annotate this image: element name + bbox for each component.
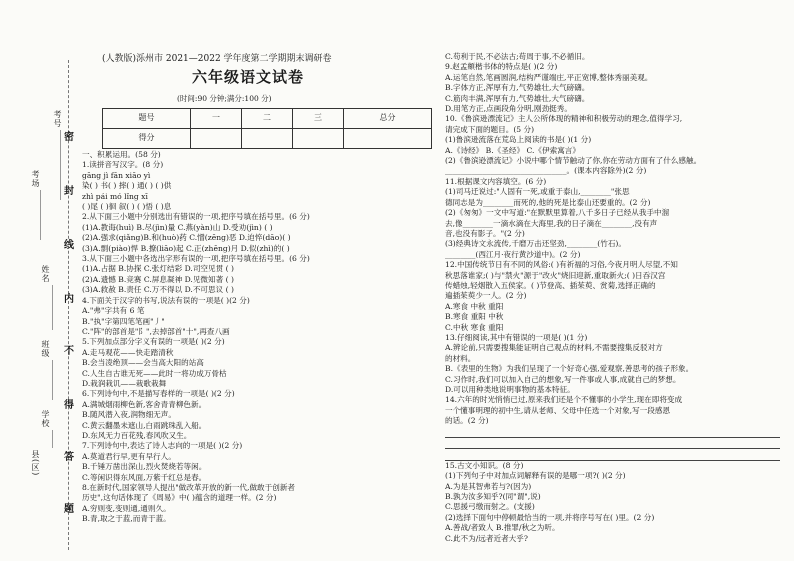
- text-line: 1.读拼音写汉字。(8 分): [82, 160, 164, 170]
- text-line: 一、积累运用。(58 分): [82, 150, 161, 159]
- score-cell: 题号: [103, 109, 191, 129]
- score-table: [102, 108, 432, 149]
- text-line: B.孰为汝多知乎?(同"谓",说): [445, 492, 541, 502]
- text-line: A.《诗经》 B.《圣经》 C.《伊索寓言》: [445, 145, 580, 155]
- text-line: 染( ) 书( ) 摔( ) 通( ) ( )供: [82, 181, 172, 191]
- text-line: D.东风无力百花残,春风吹又生。: [82, 430, 192, 440]
- margin-write-line: [40, 190, 41, 240]
- score-cell: 二: [242, 109, 293, 129]
- text-line: 8.在新时代,国家领导人提出"做改革开放的新一代,做敢于创新者: [82, 483, 296, 492]
- exam-title: 六年级语文试卷: [192, 68, 305, 86]
- text-line: C.习作时,我们可以加入自己的想象,写一件事或人事,成就自己的梦想。: [445, 374, 681, 384]
- text-line: (3)A.剽(piào)悍 B.撩(liāo)起 C.正(zhēng)月 D.似(zhì)的( ): [82, 243, 290, 253]
- text-line: (2)A.强求(qiǎng)B.和(huò)药 C.憎(zēng)恶 D.迫悴(dāo)( ): [82, 233, 291, 243]
- seal-char: 密: [64, 132, 74, 143]
- text-line: gāng jì fān xiāo yì: [82, 170, 151, 180]
- text-line: (3)经典诗文永流传,千磨万击还坚劲,________(竹石)。: [445, 239, 626, 249]
- text-line: (3)A.救赦 B.责任 C.万不得以 D.不可思议 ( ): [82, 285, 234, 295]
- text-line: C.人生自古谁无死——此时一将功成万骨枯: [82, 368, 227, 378]
- text-line: ________(西江月·夜行黄沙道中)。(2 分): [445, 249, 581, 259]
- margin-label-xianqu: 县(区): [31, 450, 40, 477]
- text-line: B.随风潜入夜,润物细无声。: [82, 410, 176, 420]
- text-line: A.善战/者致人 B.推罪/秋之为听。: [445, 523, 560, 533]
- text-line: A.莫道君行早,更有早行人。: [82, 451, 176, 461]
- text-line: C."阵"的部首是"阝",去掉部首"十",再查八画: [82, 326, 230, 336]
- exam-header: (人教版)泺州市 2021—2022 学年度第二学期期末调研卷: [102, 54, 332, 64]
- text-line: 音,也没有影子。"(2 分): [445, 228, 525, 238]
- text-line: 遍插茱萸少一人。(2 分): [445, 291, 527, 301]
- seal-char: 答: [64, 452, 74, 463]
- score-table-row: [103, 109, 432, 129]
- text-line: ________________________________。(课本内容除外)(2 分): [445, 166, 647, 176]
- text-line: 10.《鲁滨逊漂流记》主人公所体现的精神和积极劳动的理念,值得学习,: [445, 114, 683, 124]
- left-column: [82, 0, 442, 561]
- text-line: D.可以用种类地说明事物的基本特征。: [445, 385, 575, 394]
- text-line: zhì pái mó lǐng xī: [82, 191, 148, 201]
- text-line: C.中秋 寒食 重阳: [445, 322, 504, 332]
- text-line: 的材料。: [445, 353, 476, 363]
- text-line: 德同志是为________而死的,他的死是比泰山还要重的。(2 分): [445, 197, 651, 207]
- text-line: (1)鲁滨逊流落在荒岛上阅读的书是( )(1 分): [445, 135, 592, 145]
- answer-line[interactable]: [445, 449, 780, 460]
- text-line: B."执"字第四笔笔画"丿": [82, 316, 165, 326]
- text-line: 6.下列诗句中,不是描写春样的一项是( )(2 分): [82, 389, 235, 399]
- text-line: 的话。(2 分): [445, 416, 489, 426]
- text-line: (2)《鲁滨逊漂流记》小说中哪个情节触动了你,你在劳动方面有了什么感触。: [445, 156, 702, 166]
- text-line: A.满城烟雨柳色新,客舍青青柳色新。: [82, 399, 207, 409]
- score-table-row: [103, 129, 432, 149]
- text-line: 2.从下面三小题中分别选出有错误的一项,把序号填在括号里。(6 分): [82, 212, 310, 222]
- score-cell: 一: [191, 109, 242, 129]
- score-cell[interactable]: [343, 129, 431, 149]
- binding-margin: [0, 0, 80, 561]
- margin-label-xingming: 姓名: [41, 265, 50, 283]
- text-line: 请完成下面的题目。(5 分): [445, 124, 535, 134]
- text-line: A.穷则变,变则通,通则久。: [82, 503, 171, 513]
- text-line: A.为是其智弗若与?(因为): [445, 481, 532, 491]
- text-line: C.思援弓缴而射之。(支援): [445, 502, 535, 512]
- text-line: 历史",这句话体现了《周易》中( )蕴含的道理一样。(2 分): [82, 493, 277, 503]
- text-line: 9.赵孟頫楷书体的特点是( )(2 分): [445, 62, 558, 72]
- margin-write-line: [52, 430, 53, 448]
- text-line: (2)A.遗憾 B.竞赛 C.屏息凝神 D.见微知著 ( ): [82, 274, 234, 284]
- text-line: 4.下面关于汉字的书写,说法有误的一项是( )(2 分): [82, 295, 250, 305]
- text-line: (2)《匆匆》一文中写道:"在默默里算着,八千多日子已经从我手中溜: [445, 208, 670, 218]
- text-line: C.黄云翻墨未遮山,白雨跳珠乱入船。: [82, 420, 207, 430]
- margin-label-kaohao: 考号: [53, 110, 62, 128]
- seal-char: 内: [64, 294, 74, 305]
- text-line: 3.从下面三小题中各选出字形有误的一项,把序号填在括号里。(6 分): [82, 254, 310, 264]
- text-line: (1)A.占据 B.协探 C.张灯结彩 D.司空见贯 ( ): [82, 264, 234, 274]
- score-cell[interactable]: [242, 129, 293, 149]
- margin-label-kaochang: 考场: [31, 170, 40, 188]
- right-column: [445, 0, 790, 561]
- text-line: C.此不为/远者近者大乎?: [445, 533, 528, 543]
- seal-char: 线: [64, 240, 74, 251]
- text-line: A.走马观花——快走踏清秋: [82, 347, 174, 357]
- text-line: D.栽润栽讥——栽歌栽舞: [82, 378, 167, 388]
- text-line: (1)下列句子中对加点词解释有误的是哪一项?( )(2 分): [445, 471, 626, 481]
- text-line: 15.古文小知识。(8 分): [445, 460, 524, 470]
- left-question-block: [82, 150, 442, 525]
- text-line: B.会当凌绝顶——会当高大阳的站高: [82, 358, 204, 368]
- text-line: B.《表里的生物》为我们呈现了一个好奇心强,爱观察,善思考的孩子形象。: [445, 364, 694, 374]
- text-line: 秋思落谁家;( )与"禁火"源于"改火"烧旧迎新,重取新火;( )日吞汉宫: [445, 270, 666, 280]
- text-line: C.苟利于民,不必法古;苟周于事,不必循旧。: [445, 52, 590, 61]
- text-line: ( )尾 ( )徊 叙( ) ( )悟 ( )息: [82, 202, 172, 212]
- text-line: 11.根据课文内容填空。(6 分): [445, 176, 547, 186]
- text-line: B.寒食 重阳 中秋: [445, 312, 504, 322]
- text-line: 14.六年的时光悄悄已过,原来我们还是个不懂事的小学生,现在即将变成: [445, 395, 683, 405]
- margin-write-line: [52, 285, 53, 330]
- margin-label-banji: 班级: [41, 340, 50, 358]
- score-cell[interactable]: [191, 129, 242, 149]
- right-question-block: [445, 52, 790, 544]
- seal-char: 题: [64, 504, 74, 515]
- text-line: 12.中国传统节日有不同的风俗:( )有祈福的习俗,今夜月明人尽望,不知: [445, 260, 678, 270]
- answer-line[interactable]: [445, 427, 780, 438]
- text-line: 传蜡烛,轻烟散入五侯家。( )节登高、插茱萸、赏菊,选择正确的: [445, 280, 656, 290]
- text-line: (1)A.教诲(huì) B.尽(jìn)量 C.燕(yàn)山 D.受劝(jìn) ( ): [82, 222, 273, 232]
- text-line: C.等闲识得东风面,万紫千红总是春。: [82, 472, 207, 482]
- answer-line[interactable]: [445, 438, 780, 449]
- margin-write-line: [52, 360, 53, 400]
- text-line: C.筋肉丰满,浑厚有力,气势雄壮,大气磅礴。: [445, 93, 590, 103]
- text-line: 13.仔细阅读,其中有错误的一项是( )(1 分): [445, 332, 588, 342]
- score-cell: 得分: [103, 129, 191, 149]
- score-cell: 三: [292, 109, 343, 129]
- seal-char: 得: [64, 400, 74, 411]
- score-cell: 总分: [343, 109, 431, 129]
- text-line: A.辨论前,只需要搜集能证明自己观点的材料,不需要搜集反驳对方: [445, 343, 663, 353]
- text-line: B.青,取之于蓝,而青于蓝。: [82, 514, 171, 524]
- seal-char: 封: [64, 186, 74, 197]
- margin-write-line: [60, 130, 61, 200]
- text-line: 去,像________一滴水滴在大海里,我的日子滴在________,没有声: [445, 218, 658, 228]
- text-line: A.运笔自然,笔画圆润,结构严谨端庄,平正宽博,整体秀丽美观。: [445, 72, 653, 82]
- text-line: (2)选择下面句中停顿最恰当的一项,并将序号写在( )里。(2 分): [445, 512, 655, 522]
- text-line: 5.下列加点部分字义有误的一项是( )(2 分): [82, 337, 225, 347]
- text-line: 7.下列诗句中,表达了诗人志向的一项是( )(2 分): [82, 441, 243, 451]
- exam-info: (时间:90 分钟;满分:100 分): [177, 94, 272, 103]
- margin-label-xuexiao: 学校: [41, 410, 50, 428]
- text-line: B.千锤万凿出深山,烈火焚烧若等闲。: [82, 462, 207, 472]
- text-line: A."弗"字共有 6 笔: [82, 306, 145, 316]
- score-cell[interactable]: [292, 129, 343, 149]
- text-line: D.用笔方正,点画段角分明,刚劲挺秀。: [445, 104, 572, 114]
- text-line: 一个懂事明理的初中生,请从老师、父母中任选一个对象,写一段感恩: [445, 405, 671, 415]
- text-line: (1)司马迁说过:"人固有一死,或重于泰山,________"张思: [445, 187, 630, 197]
- text-line: B.字体方正,浑厚有力,气势雄壮,大气磅礴。: [445, 83, 590, 93]
- text-line: A.寒食 中秋 重阳: [445, 301, 504, 311]
- seal-char: 不: [64, 346, 74, 357]
